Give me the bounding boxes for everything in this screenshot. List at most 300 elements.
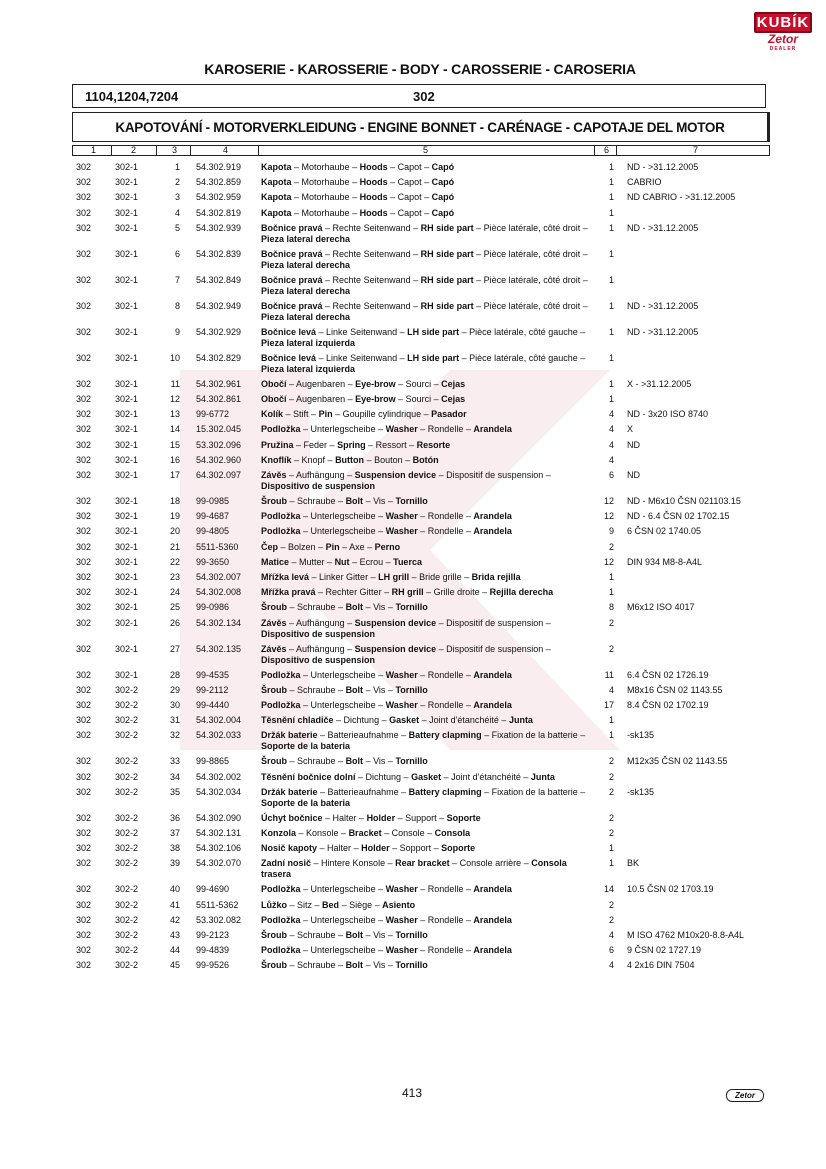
desc-fr: Ecrou (359, 556, 384, 567)
desc-fr: Vis (373, 756, 386, 767)
position-cell: 32 (169, 730, 180, 741)
position-cell: 31 (169, 715, 180, 726)
description-cell: Bočnice pravá – Rechte Seitenwand – RH side part – Pièce latérale, côté droit – Pieza lateral derecha (261, 222, 588, 244)
desc-es: Botón (412, 454, 439, 465)
group-cell: 302 (76, 352, 92, 363)
desc-es-line2: Soporte de la bateria (261, 741, 351, 752)
desc-en: Eye-brow (355, 378, 396, 389)
desc-es-line2: Pieza lateral derecha (261, 285, 351, 296)
position-cell: 23 (169, 572, 180, 582)
position-cell: 9 (174, 326, 180, 337)
desc-fr: Axe (349, 541, 365, 552)
desc-fr: Rondelle (427, 424, 464, 435)
desc-de: Konsole (306, 828, 339, 838)
desc-de: Schraube (297, 960, 336, 971)
desc-fr: Dispositif de suspension (446, 470, 544, 480)
subgroup-cell: 302-2 (115, 899, 139, 910)
quantity-cell: 12 (603, 496, 614, 506)
subgroup-cell: 302-1 (115, 177, 139, 188)
subgroup-cell: 302-1 (115, 409, 139, 420)
position-cell: 16 (169, 454, 180, 465)
group-cell: 302 (76, 300, 92, 311)
desc-en: Bolt (345, 602, 364, 613)
quantity-cell: 1 (608, 162, 614, 172)
desc-de: Knopf (301, 454, 326, 465)
desc-cz: Kolík (261, 409, 284, 420)
desc-fr: Rondelle (427, 669, 464, 680)
group-cell: 302 (76, 511, 92, 522)
desc-en: Gasket (389, 715, 420, 726)
desc-cz: Podložka (261, 511, 301, 522)
description-cell: Podložka – Unterlegscheibe – Washer – Rondelle – Arandela (261, 526, 512, 537)
quantity-cell: 2 (608, 643, 614, 654)
desc-cz: Kapota (261, 162, 292, 172)
position-cell: 17 (169, 470, 180, 480)
desc-en: Gasket (411, 771, 442, 782)
desc-en: LH grill (378, 572, 410, 582)
part-number-cell: 54.302.819 (196, 207, 242, 218)
position-cell: 18 (169, 496, 180, 506)
desc-es: Arandela (473, 914, 512, 925)
desc-es-line2: Dispositivo de suspension (261, 654, 376, 665)
desc-en: Bracket (348, 828, 382, 838)
desc-cz: Zadní nosič (261, 858, 312, 869)
note-cell: 6.4 ČSN 02 1726.19 (627, 669, 709, 680)
col-5: 5 (423, 145, 429, 155)
desc-en: Bolt (345, 756, 364, 767)
note-cell: M8x16 ČSN 02 1143.55 (627, 684, 723, 695)
desc-es: Capó (431, 162, 455, 172)
subgroup-cell: 302-2 (115, 756, 139, 767)
desc-cz: Bočnice pravá (261, 248, 323, 259)
position-cell: 44 (169, 945, 180, 956)
subgroup-cell: 302-2 (115, 786, 139, 797)
description-cell: Zadní nosič – Hintere Konsole – Rear bracket – Console arrière – Consola trasera (261, 858, 567, 880)
desc-cz: Mřížka pravá (261, 587, 316, 598)
desc-en: Washer (385, 945, 418, 956)
desc-fr: Fixation de la batterie (491, 730, 578, 741)
desc-en: Washer (385, 669, 418, 680)
note-cell: -sk135 (627, 730, 655, 741)
note-cell: 9 ČSN 02 1727.19 (627, 945, 702, 956)
desc-de: Motorhaube (301, 177, 350, 188)
section-box (72, 112, 770, 142)
description-cell: Podložka – Unterlegscheibe – Washer – Rondelle – Arandela (261, 914, 512, 925)
desc-en: Hoods (359, 207, 388, 218)
group-cell: 302 (76, 496, 92, 506)
quantity-cell: 14 (603, 884, 614, 895)
subgroup-cell: 302-1 (115, 470, 139, 480)
subgroup-cell: 302-2 (115, 930, 139, 940)
desc-fr: Ressort (375, 439, 407, 450)
quantity-cell: 2 (608, 756, 614, 767)
quantity-cell: 4 (608, 409, 614, 420)
position-cell: 40 (169, 884, 180, 895)
desc-fr: Rondelle (427, 511, 464, 522)
quantity-cell: 2 (608, 914, 614, 925)
subgroup-cell: 302-2 (115, 700, 139, 710)
column-header (72, 145, 770, 156)
desc-fr: Rondelle (427, 945, 464, 956)
position-cell: 27 (169, 643, 180, 654)
desc-es: Rejilla derecha (489, 587, 554, 598)
part-number-cell: 54.302.861 (196, 394, 242, 404)
position-cell: 5 (174, 222, 180, 233)
desc-fr: Pièce latérale, côté droit (483, 222, 581, 233)
desc-en: Bolt (345, 496, 364, 506)
part-number-cell: 54.302.033 (196, 730, 242, 741)
part-number-cell: 99-2112 (196, 684, 229, 695)
group-cell: 302 (76, 715, 92, 726)
part-number-cell: 54.302.135 (196, 643, 242, 654)
col-7: 7 (693, 145, 699, 155)
part-number-cell: 54.302.839 (196, 248, 242, 259)
group-cell: 302 (76, 700, 92, 710)
part-number-cell: 54.302.004 (196, 715, 242, 726)
desc-cz: Šroub (261, 684, 287, 695)
desc-fr: Vis (373, 602, 386, 613)
subgroup-cell: 302-1 (115, 541, 139, 552)
part-number-cell: 99-6772 (196, 409, 230, 420)
group-cell: 302 (76, 572, 92, 582)
description-cell: Bočnice pravá – Rechte Seitenwand – RH side part – Pièce latérale, côté droit – Pieza lateral derecha (261, 274, 588, 296)
desc-de: Rechter Gitter (325, 587, 382, 598)
part-number-cell: 54.302.829 (196, 352, 242, 363)
desc-es: Junta (508, 715, 533, 726)
desc-fr: Bouton (374, 454, 403, 465)
desc-en: Washer (385, 700, 418, 710)
subgroup-cell: 302-2 (115, 812, 139, 823)
note-cell: ND - 3x20 ISO 8740 (627, 409, 709, 420)
desc-cz: Úchyt bočnice (261, 812, 323, 823)
desc-de: Halter (332, 812, 357, 823)
desc-fr: Rondelle (427, 700, 464, 710)
desc-de: Motorhaube (301, 207, 350, 218)
description-cell: Mřížka levá – Linker Gitter – LH grill – Bride grille – Brida rejilla (261, 572, 521, 582)
quantity-cell: 4 (608, 930, 614, 940)
quantity-cell: 4 (608, 684, 614, 695)
part-number-cell: 99-4690 (196, 884, 230, 895)
position-cell: 22 (169, 556, 180, 567)
description-cell: Bočnice pravá – Rechte Seitenwand – RH side part – Pièce latérale, côté droit – Pieza lateral derecha (261, 300, 588, 322)
desc-cz: Kapota (261, 207, 292, 218)
group-cell: 302 (76, 378, 92, 389)
desc-de: Feder (303, 439, 328, 450)
desc-cz: Držák baterie (261, 786, 318, 797)
subgroup-cell: 302-1 (115, 424, 139, 435)
part-number-cell: 53.302.096 (196, 439, 242, 450)
quantity-cell: 1 (608, 730, 614, 741)
group-cell: 302 (76, 684, 92, 695)
desc-de: Rechte Seitenwand (332, 274, 411, 285)
desc-de: Unterlegscheibe (310, 669, 376, 680)
description-cell: Matice – Mutter – Nut – Ecrou – Tuerca (261, 556, 422, 567)
desc-cz: Lůžko (261, 899, 287, 910)
desc-fr: Pièce latérale, côté gauche (469, 352, 578, 363)
note-cell: ND - >31.12.2005 (627, 222, 699, 233)
position-cell: 45 (169, 960, 180, 971)
kubik-logo (754, 12, 812, 52)
part-number-cell: 54.302.008 (196, 587, 242, 598)
description-cell: Úchyt bočnice – Halter – Holder – Support – Soporte (261, 812, 481, 823)
position-cell: 37 (169, 828, 180, 838)
desc-en: Washer (385, 424, 418, 435)
col-3: 3 (172, 145, 178, 155)
desc-en: Bolt (345, 930, 364, 940)
desc-de: Sitz (297, 899, 313, 910)
description-cell: Podložka – Unterlegscheibe – Washer – Rondelle – Arandela (261, 700, 512, 710)
desc-fr: Pièce latérale, côté droit (483, 300, 581, 311)
section-title: KAPOTOVÁNÍ - MOTORVERKLEIDUNG - ENGINE BONNET - CARÉNAGE - CAPOTAJE DEL MOTOR (115, 120, 725, 135)
group-cell: 302 (76, 587, 92, 598)
desc-en: LH side part (407, 326, 460, 337)
desc-de: Unterlegscheibe (310, 526, 376, 537)
desc-de: Unterlegscheibe (310, 700, 376, 710)
part-number-cell: 15.302.045 (196, 424, 242, 435)
subgroup-cell: 302-2 (115, 945, 139, 956)
desc-es-line2: Pieza lateral izquierda (261, 363, 356, 374)
desc-de: Aufhängung (296, 643, 345, 654)
desc-cz: Podložka (261, 914, 301, 925)
description-cell: Obočí – Augenbaren – Eye-brow – Sourci – Cejas (261, 378, 466, 389)
quantity-cell: 1 (608, 274, 614, 285)
position-cell: 24 (169, 587, 180, 598)
header-box (72, 84, 766, 108)
desc-es-line2: Dispositivo de suspension (261, 481, 376, 491)
desc-cz: Podložka (261, 424, 301, 435)
desc-fr: Goupille cylindrique (342, 409, 422, 420)
desc-cz: Těsnění bočnice dolní (261, 771, 356, 782)
note-cell: -sk135 (627, 786, 655, 797)
desc-fr: Grille droite (433, 587, 480, 598)
subgroup-cell: 302-1 (115, 669, 139, 680)
desc-es-line2: Soporte de la bateria (261, 797, 351, 808)
desc-es: Arandela (473, 669, 512, 680)
quantity-cell: 1 (608, 300, 614, 311)
position-cell: 3 (174, 192, 180, 203)
desc-es: Asiento (382, 899, 416, 910)
group-cell: 302 (76, 786, 92, 797)
group-cell: 302 (76, 394, 92, 404)
position-cell: 13 (169, 409, 180, 420)
part-number-cell: 99-4535 (196, 669, 230, 680)
desc-fr: Sopport (399, 843, 432, 854)
desc-en: RH side part (420, 248, 474, 259)
subgroup-cell: 302-1 (115, 207, 139, 218)
part-number-cell: 99-0986 (196, 602, 230, 613)
desc-en: Suspension device (354, 470, 437, 480)
subgroup-cell: 302-1 (115, 587, 139, 598)
subgroup-cell: 302-2 (115, 828, 139, 838)
subgroup-cell: 302-1 (115, 326, 139, 337)
note-cell: 8.4 ČSN 02 1702.19 (627, 700, 709, 710)
desc-cz: Závěs (261, 643, 287, 654)
desc-cz: Obočí (261, 378, 287, 389)
desc-de: Halter (327, 843, 352, 854)
quantity-cell: 12 (603, 511, 614, 522)
note-cell: DIN 934 M8-8-A4L (627, 556, 703, 567)
group-cell: 302 (76, 222, 92, 233)
position-cell: 38 (169, 843, 180, 854)
desc-fr: Vis (373, 960, 386, 971)
part-number-cell: 5511-5360 (196, 541, 239, 552)
quantity-cell: 17 (603, 700, 614, 710)
desc-de: Aufhängung (296, 470, 345, 480)
desc-de: Dichtung (365, 771, 402, 782)
part-number-cell: 99-4839 (196, 945, 230, 956)
group-cell: 302 (76, 930, 92, 940)
desc-es: Capó (431, 192, 455, 203)
description-cell: Šroub – Schraube – Bolt – Vis – Tornillo (261, 602, 428, 613)
desc-es: Arandela (473, 884, 512, 895)
group-cell: 302 (76, 828, 92, 838)
quantity-cell: 2 (608, 786, 614, 797)
quantity-cell: 1 (608, 177, 614, 188)
note-cell: BK (627, 858, 640, 869)
desc-de: Linke Seitenwand (326, 326, 398, 337)
desc-es: Brida rejilla (471, 572, 521, 582)
position-cell: 41 (169, 899, 180, 910)
group-cell: 302 (76, 541, 92, 552)
desc-cz: Bočnice pravá (261, 222, 323, 233)
description-cell: Šroub – Schraube – Bolt – Vis – Tornillo (261, 756, 428, 767)
desc-de: Stift (293, 409, 309, 420)
group-cell: 302 (76, 812, 92, 823)
part-number-cell: 54.302.859 (196, 177, 242, 188)
quantity-cell: 1 (608, 192, 614, 203)
desc-es: Junta (530, 771, 555, 782)
desc-en: LH side part (407, 352, 460, 363)
group-cell: 302 (76, 945, 92, 956)
desc-en: Washer (385, 511, 418, 522)
note-cell: X - >31.12.2005 (627, 378, 692, 389)
position-cell: 39 (169, 858, 180, 869)
description-cell: Závěs – Aufhängung – Suspension device – Dispositif de suspension – Dispositivo de suspension (261, 643, 551, 665)
description-cell: Podložka – Unterlegscheibe – Washer – Rondelle – Arandela (261, 669, 512, 680)
desc-de: Schraube (297, 756, 336, 767)
desc-fr: Pièce latérale, côté droit (483, 274, 581, 285)
part-number-cell: 54.302.134 (196, 617, 242, 628)
description-cell: Podložka – Unterlegscheibe – Washer – Rondelle – Arandela (261, 511, 512, 522)
subgroup-cell: 302-2 (115, 771, 139, 782)
description-cell: Kapota – Motorhaube – Hoods – Capot – Capó (261, 192, 455, 203)
position-cell: 10 (169, 352, 180, 363)
description-cell: Závěs – Aufhängung – Suspension device – Dispositif de suspension – Dispositivo de suspension (261, 617, 551, 639)
desc-cz: Konzola (261, 828, 296, 838)
desc-cz: Závěs (261, 617, 287, 628)
description-cell: Těsnění bočnice dolní – Dichtung – Gasket – Joint d'étanchéité – Junta (261, 771, 555, 782)
note-cell: 10.5 ČSN 02 1703.19 (627, 884, 714, 895)
desc-cz: Podložka (261, 669, 301, 680)
col-6: 6 (604, 145, 610, 155)
desc-es: Cejas (441, 378, 466, 389)
group-cell: 302 (76, 914, 92, 925)
desc-fr: Capot (397, 207, 422, 218)
desc-de: Linke Seitenwand (326, 352, 398, 363)
position-cell: 15 (169, 439, 180, 450)
zetor-logo: Zetor (726, 1089, 764, 1102)
position-cell: 8 (174, 300, 180, 311)
col-2: 2 (131, 145, 137, 155)
desc-cz: Bočnice levá (261, 352, 317, 363)
description-cell: Kapota – Motorhaube – Hoods – Capot – Capó (261, 162, 455, 172)
desc-es-line2: Dispositivo de suspension (261, 628, 376, 639)
part-number-cell: 54.302.929 (196, 326, 242, 337)
position-cell: 2 (174, 177, 180, 188)
subgroup-cell: 302-1 (115, 248, 139, 259)
desc-fr: Siège (349, 899, 373, 910)
position-cell: 12 (169, 394, 180, 404)
desc-en: RH side part (420, 300, 474, 311)
desc-de: Bolzen (288, 541, 316, 552)
logo-dealer: DEALER (769, 46, 797, 52)
description-cell: Čep – Bolzen – Pin – Axe – Perno (261, 541, 401, 552)
subgroup-cell: 302-1 (115, 496, 139, 506)
description-cell: Konzola – Konsole – Bracket – Console – Consola (261, 828, 471, 838)
col-4: 4 (223, 145, 229, 155)
description-cell: Šroub – Schraube – Bolt – Vis – Tornillo (261, 930, 428, 940)
quantity-cell: 11 (604, 669, 614, 680)
part-number-cell: 5511-5362 (196, 899, 239, 910)
quantity-cell: 1 (608, 715, 614, 726)
group-cell: 302 (76, 526, 92, 537)
desc-en: Suspension device (354, 643, 437, 654)
desc-es: Tornillo (395, 684, 428, 695)
desc-es: Tuerca (393, 556, 422, 567)
position-cell: 7 (174, 274, 180, 285)
desc-cz: Matice (261, 556, 290, 567)
subgroup-cell: 302-1 (115, 511, 139, 522)
group-cell: 302 (76, 858, 92, 869)
quantity-cell: 4 (608, 439, 614, 450)
desc-en: Washer (385, 914, 418, 925)
desc-cz: Kapota (261, 177, 292, 188)
group-cell: 302 (76, 470, 92, 480)
quantity-cell: 6 (608, 470, 614, 480)
position-cell: 6 (174, 248, 180, 259)
position-cell: 33 (169, 756, 180, 767)
desc-en: Bolt (345, 684, 364, 695)
quantity-cell: 2 (608, 541, 614, 552)
desc-fr: Capot (397, 192, 422, 203)
part-number-cell: 54.302.919 (196, 162, 242, 172)
desc-fr: Pièce latérale, côté gauche (469, 326, 578, 337)
desc-es: Consola (434, 828, 471, 838)
group-cell: 302 (76, 771, 92, 782)
part-number-cell: 54.302.939 (196, 222, 242, 233)
group-cell: 302 (76, 162, 92, 172)
position-cell: 30 (169, 700, 180, 710)
note-cell: ND (627, 439, 640, 450)
desc-en: Spring (337, 439, 366, 450)
quantity-cell: 12 (603, 556, 614, 567)
description-cell: Kapota – Motorhaube – Hoods – Capot – Capó (261, 177, 455, 188)
note-cell: ND (627, 470, 640, 480)
desc-cz: Podložka (261, 526, 301, 537)
note-cell: X (627, 424, 634, 435)
desc-de: Linker Gitter (319, 572, 369, 582)
desc-cz: Bočnice pravá (261, 274, 323, 285)
quantity-cell: 4 (608, 454, 614, 465)
position-cell: 26 (169, 617, 180, 628)
desc-es: Soporte (446, 812, 481, 823)
desc-cz: Knoflík (261, 454, 292, 465)
description-cell: Lůžko – Sitz – Bed – Siège – Asiento (261, 899, 416, 910)
description-cell: Bočnice pravá – Rechte Seitenwand – RH side part – Pièce latérale, côté droit – Pieza lateral derecha (261, 248, 588, 270)
description-cell: Držák baterie – Batterieaufnahme – Battery clapming – Fixation de la batterie – Soporte de la bateria (261, 786, 586, 808)
desc-fr: Support (405, 812, 437, 823)
desc-de: Augenbaren (296, 378, 346, 389)
